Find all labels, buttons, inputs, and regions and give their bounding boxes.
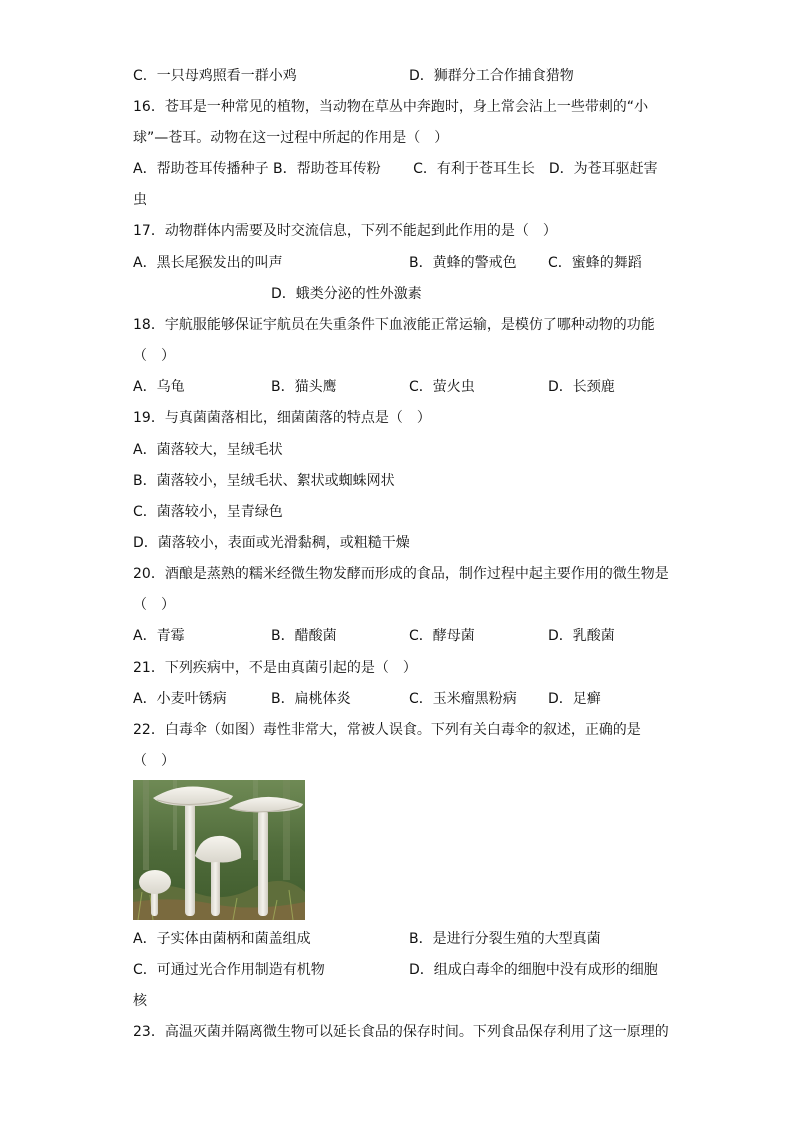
q17-option-d: D．蛾类分泌的性外激素 — [271, 286, 422, 302]
q19-stem: 19．与真菌菌落相比，细菌菌落的特点是（ ） — [133, 410, 431, 426]
q20-option-a: A．青霉 — [133, 628, 185, 644]
q17-option-b: B．黄蜂的警戒色 — [409, 255, 517, 271]
white-mushroom-photo — [133, 780, 305, 920]
q20-stem-line1: 20．酒酿是蒸熟的糯米经微生物发酵而形成的食品，制作过程中起主要作用的微生物是 — [133, 566, 669, 582]
q18-stem-line1: 18．宇航服能够保证宇航员在失重条件下血液能正常运输，是模仿了哪种动物的功能 — [133, 317, 655, 333]
q22-option-d-wrap: 核 — [133, 993, 147, 1009]
q16-stem-line2: 球”—苍耳。动物在这一过程中所起的作用是（ ） — [133, 130, 449, 146]
q16-options-wrap: 虫 — [133, 192, 147, 208]
q15-option-d: D．狮群分工合作捕食猎物 — [409, 68, 574, 84]
q18-option-d: D．长颈鹿 — [548, 379, 615, 395]
q17-option-c: C．蜜蜂的舞蹈 — [548, 255, 642, 271]
q19-option-a: A．菌落较大，呈绒毛状 — [133, 442, 283, 458]
q20-stem-line2: （ ） — [133, 597, 175, 613]
q23-stem: 23．高温灭菌并隔离微生物可以延长食品的保存时间。下列食品保存利用了这一原理的 — [133, 1024, 669, 1040]
q20-option-d: D．乳酸菌 — [548, 628, 615, 644]
q18-option-c: C．萤火虫 — [409, 379, 475, 395]
q21-option-d: D．足癣 — [548, 691, 601, 707]
q20-option-b: B．醋酸菌 — [271, 628, 337, 644]
q19-option-b: B．菌落较小，呈绒毛状、絮状或蜘蛛网状 — [133, 473, 395, 489]
q21-option-c: C．玉米瘤黑粉病 — [409, 691, 517, 707]
q22-option-a: A．子实体由菌柄和菌盖组成 — [133, 931, 311, 947]
q19-option-c: C．菌落较小，呈青绿色 — [133, 504, 283, 520]
q21-option-b: B．扁桃体炎 — [271, 691, 351, 707]
q17-option-a: A．黑长尾猴发出的叫声 — [133, 255, 283, 271]
q22-option-c: C．可通过光合作用制造有机物 — [133, 962, 325, 978]
q18-stem-line2: （ ） — [133, 348, 175, 364]
q21-option-a: A．小麦叶锈病 — [133, 691, 227, 707]
q21-stem: 21．下列疾病中，不是由真菌引起的是（ ） — [133, 660, 417, 676]
q19-option-d: D．菌落较小，表面或光滑黏稠，或粗糙干燥 — [133, 535, 410, 551]
q16-stem-line1: 16．苍耳是一种常见的植物，当动物在草丛中奔跑时，身上常会沾上一些带刺的“小 — [133, 99, 649, 115]
q15-option-c: C．一只母鸡照看一群小鸡 — [133, 68, 297, 84]
q22-stem-line1: 22．白毒伞（如图）毒性非常大，常被人误食。下列有关白毒伞的叙述，正确的是 — [133, 722, 641, 738]
q22-option-d: D．组成白毒伞的细胞中没有成形的细胞 — [409, 962, 658, 978]
q20-option-c: C．酵母菌 — [409, 628, 475, 644]
q18-option-b: B．猫头鹰 — [271, 379, 337, 395]
q16-options: A．帮助苍耳传播种子 B．帮助苍耳传粉 C．有利于苍耳生长 D．为苍耳驱赶害 — [133, 161, 658, 177]
q22-stem-line2: （ ） — [133, 753, 175, 769]
q18-option-a: A．乌龟 — [133, 379, 185, 395]
q17-stem: 17．动物群体内需要及时交流信息，下列不能起到此作用的是（ ） — [133, 223, 557, 239]
q22-option-b: B．是进行分裂生殖的大型真菌 — [409, 931, 601, 947]
